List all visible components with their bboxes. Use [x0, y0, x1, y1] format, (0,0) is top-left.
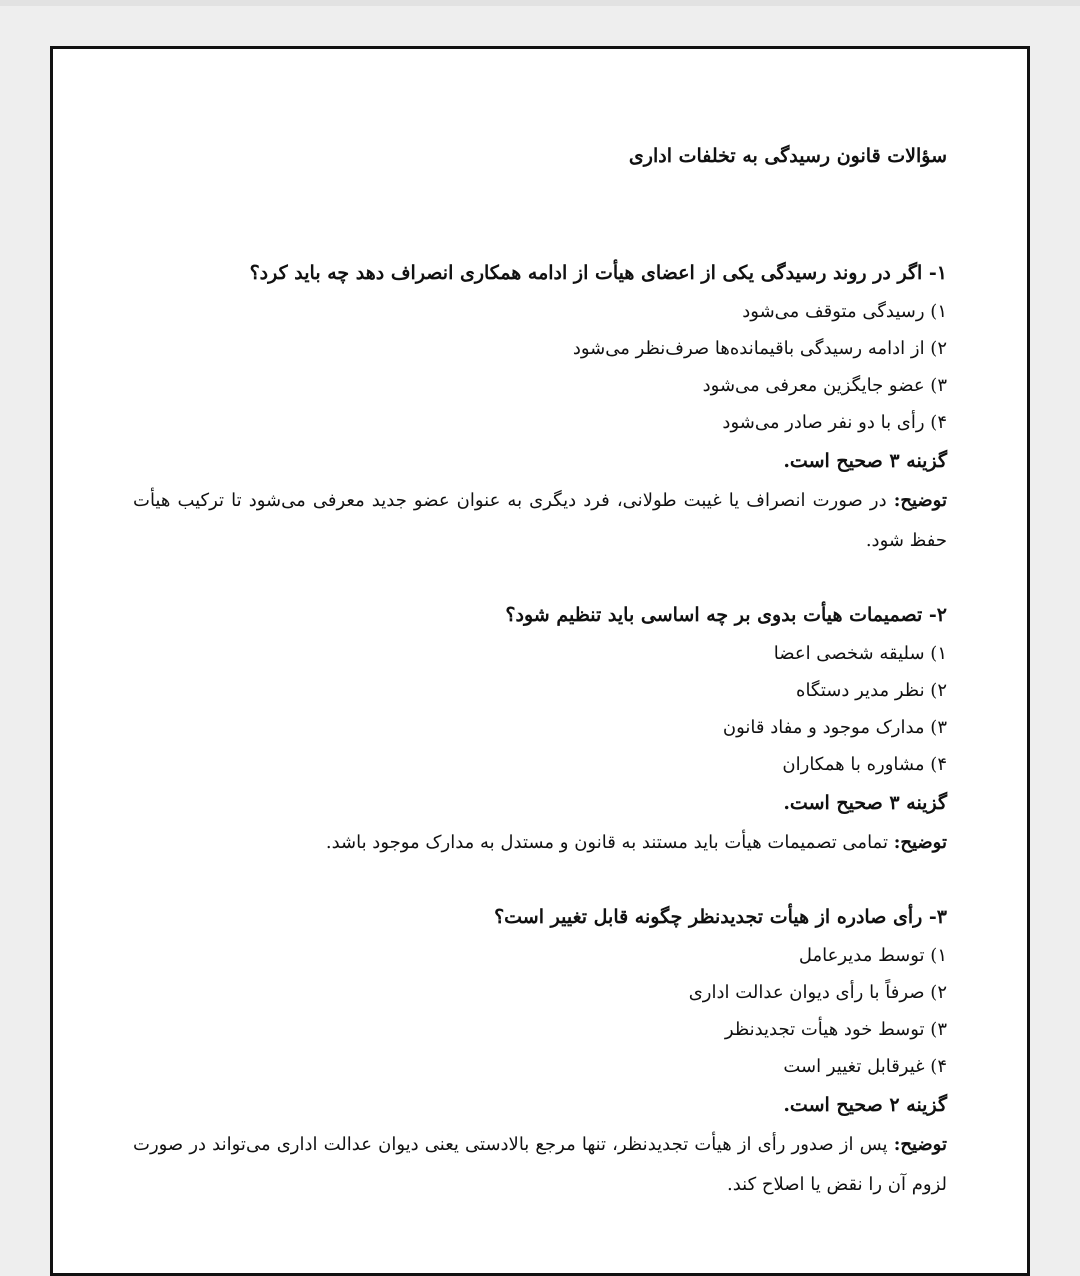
question-text: ۱- اگر در روند رسیدگی یکی از اعضای هیأت از ادامه همکاری انصراف دهد چه باید کرد؟ — [249, 262, 947, 284]
document-page — [50, 46, 1030, 1276]
option-3: ۳) عضو جایگزین معرفی می‌شود — [702, 375, 947, 396]
explanation-text: پس از صدور رأی از هیأت تجدیدنظر، تنها مرجع بالادستی یعنی دیوان عدالت اداری می‌تواند در صورت لزوم آن را نقض یا اصلاح کند. — [133, 1134, 947, 1195]
explanation-label: توضیح: — [893, 1134, 947, 1155]
option-2: ۲) صرفاً با رأی دیوان عدالت اداری — [688, 982, 947, 1003]
option-3: ۳) توسط خود هیأت تجدیدنظر — [724, 1019, 947, 1040]
option-4: ۴) غیرقابل تغییر است — [783, 1056, 947, 1077]
option-2: ۲) از ادامه رسیدگی باقیمانده‌ها صرف‌نظر می‌شود — [572, 338, 947, 359]
document-title: سؤالات قانون رسیدگی به تخلفات اداری — [628, 145, 947, 167]
explanation — [133, 481, 947, 561]
option-1: ۱) توسط مدیرعامل — [798, 945, 947, 966]
option-4: ۴) مشاوره با همکاران — [782, 754, 947, 775]
explanation — [133, 1125, 947, 1205]
option-1: ۱) سلیقه شخصی اعضا — [773, 643, 947, 664]
option-3: ۳) مدارک موجود و مفاد قانون — [722, 717, 947, 738]
question-2 — [133, 595, 947, 863]
correct-answer: گزینه ۳ صحیح است. — [783, 450, 947, 472]
question-text: ۳- رأی صادره از هیأت تجدیدنظر چگونه قابل تغییر است؟ — [494, 906, 947, 928]
top-edge-strip — [0, 0, 1080, 6]
question-1 — [133, 253, 947, 561]
explanation — [133, 823, 947, 863]
option-2: ۲) نظر مدیر دستگاه — [796, 680, 947, 701]
option-1: ۱) رسیدگی متوقف می‌شود — [742, 301, 947, 322]
explanation-text: در صورت انصراف یا غیبت طولانی، فرد دیگری به عنوان عضو جدید معرفی می‌شود تا ترکیب هیأت حفظ شود. — [133, 490, 947, 551]
correct-answer: گزینه ۲ صحیح است. — [783, 1094, 947, 1116]
explanation-text: تمامی تصمیمات هیأت باید مستند به قانون و مستدل به مدارک موجود باشد. — [325, 832, 888, 853]
question-text: ۲- تصمیمات هیأت بدوی بر چه اساسی باید تنظیم شود؟ — [505, 604, 947, 626]
option-4: ۴) رأی با دو نفر صادر می‌شود — [722, 412, 947, 433]
explanation-label: توضیح: — [893, 490, 947, 511]
correct-answer: گزینه ۳ صحیح است. — [783, 792, 947, 814]
question-3 — [133, 897, 947, 1205]
document-content — [133, 141, 947, 1205]
explanation-label: توضیح: — [893, 832, 947, 853]
